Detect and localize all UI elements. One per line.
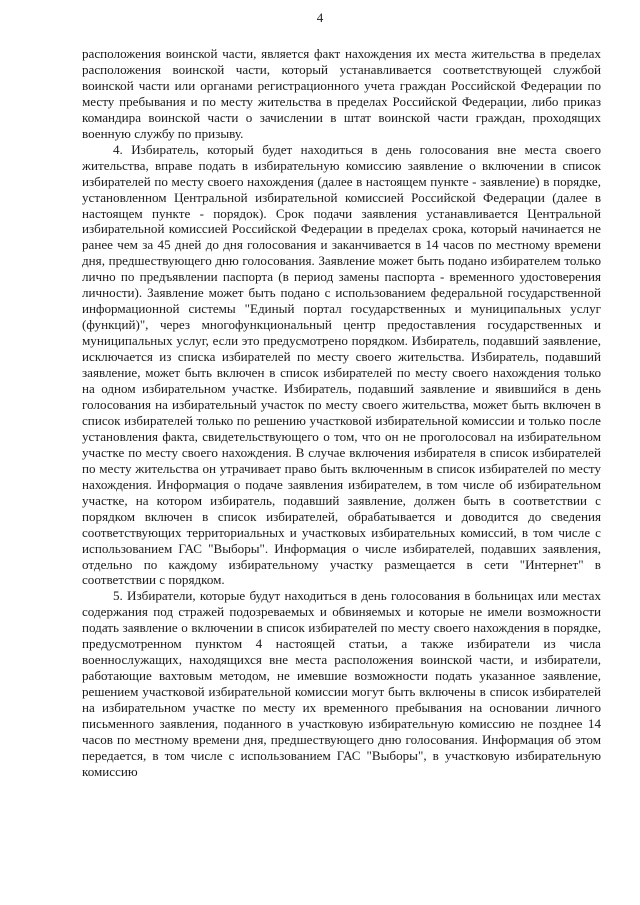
body-text xyxy=(82,46,601,780)
paragraph-item-4: 4. Избиратель, который будет находиться в день голосования вне места своего жительства, вправе подать в избирательную комиссию заявление о включении в список избирателей по месту своего нахождения (далее в настоящем пункте - заявление) в порядке, установленном Центральной избирательной комиссией Российской Федерации (далее в настоящем пункте - порядок). Срок подачи заявления устанавливается Центральной избирательной комиссией Российской Федерации в пределах срока, который начинается не ранее чем за 45 дней до дня голосования и заканчивается в 14 часов по местному времени дня, предшествующего дню голосования. Заявление может быть подано избирателем только лично по предъявлении паспорта (в период замены паспорта - временного удостоверения личности). Заявление может быть подано с использованием федеральной государственной информационной системы "Единый портал государственных и муниципальных услуг (функций)", через многофункциональный центр предоставления государственных и муниципальных услуг, если это предусмотрено порядком. Избиратель, подавший заявление, исключается из списка избирателей по месту своего жительства. Избиратель, подавший заявление, может быть включен в список избирателей по месту своего нахождения только на одном избирательном участке. Избиратель, подавший заявление и явившийся в день голосования на избирательный участок по месту своего жительства, может быть включен в список избирателей только по решению участковой избирательной комиссии и только после установления факта, свидетельствующего о том, что он не проголосовал на избирательном участке по месту своего нахождения. В случае включения избирателя в список избирателей по месту жительства он утрачивает право быть включенным в список избирателей по месту нахождения. Информация о подаче заявления избирателем, в том числе об избирательном участке, на котором избиратель, подавший заявление, должен быть в соответствии с порядком включен в список избирателей, обрабатывается и доводится до сведения соответствующих территориальных и участковых избирательных комиссий, в том числе с использованием ГАС "Выборы". Информация о числе избирателей, подавших заявления, отдельно по каждому избирательному участку размещается в сети "Интернет" в соответствии с порядком. xyxy=(82,141,601,588)
paragraph-continuation: расположения воинской части, является факт нахождения их места жительства в пределах расположения воинской части, который устанавливается соответствующей службой воинской части или органами регистрационного учета граждан Российской Федерации по месту пребывания и по месту жительства в пределах Российской Федерации, либо приказ командира воинской части о зачислении в штат воинской части граждан, проходящих военную службу по призыву. xyxy=(82,46,601,141)
page-number: 4 xyxy=(316,10,324,25)
paragraph-item-5: 5. Избиратели, которые будут находиться в день голосования в больницах или местах содержания под стражей подозреваемых и обвиняемых и которые не имели возможности подать заявление о включении в список избирателей по месту своего нахождения в порядке, предусмотренном пунктом 4 настоящей статьи, а также избиратели из числа военнослужащих, находящихся вне места расположения воинской части, и избиратели, работающие вахтовым методом, не имевшие возможности подать указанное заявление, решением участковой избирательной комиссии могут быть включены в список избирателей на избирательном участке по месту их временного пребывания на основании личного письменного заявления, поданного в участковую избирательную комиссию не позднее 14 часов по местному времени дня, предшествующего дню голосования. Информация об этом передается, в том числе с использованием ГАС "Выборы", в участковую избирательную комиссию xyxy=(82,588,601,779)
